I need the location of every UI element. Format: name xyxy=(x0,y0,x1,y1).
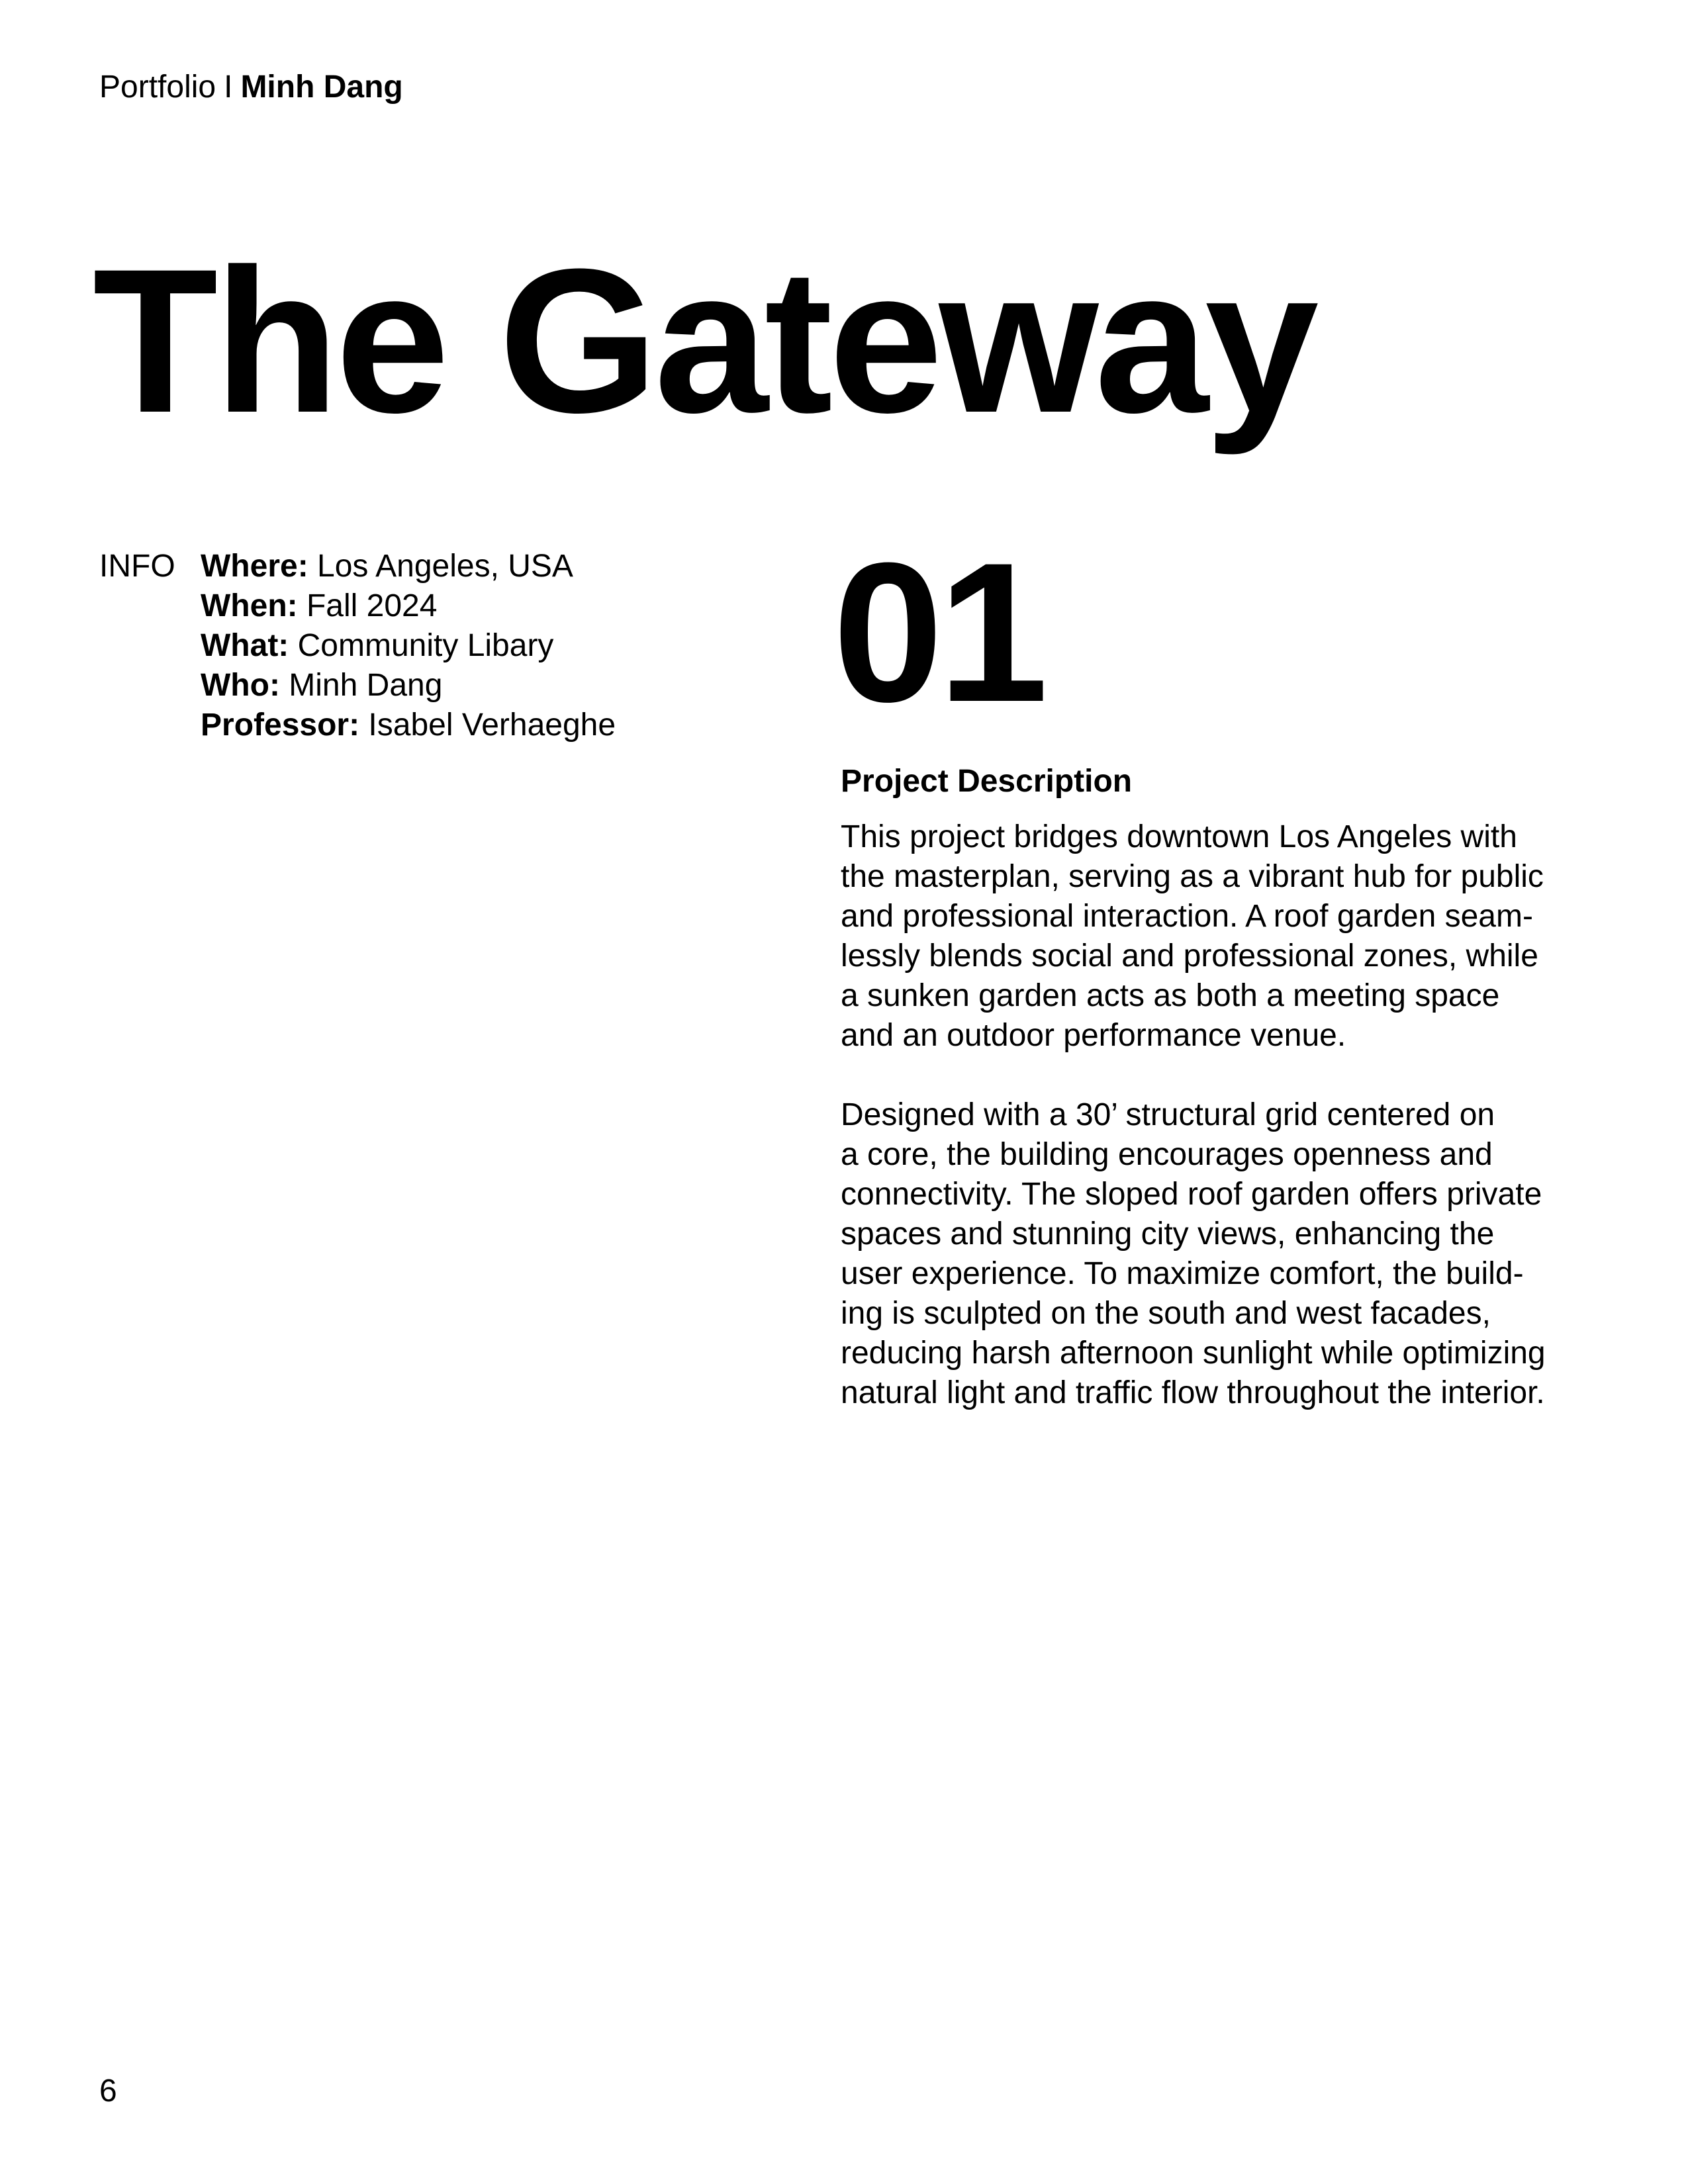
info-key: What: xyxy=(201,628,289,663)
info-item-when xyxy=(201,586,616,626)
info-key: When: xyxy=(201,588,298,623)
header-label: Portfolio xyxy=(99,69,216,105)
info-value: Los Angeles, USA xyxy=(317,549,573,584)
page-header xyxy=(99,66,403,109)
description-body xyxy=(841,817,1602,1413)
info-key: Where: xyxy=(201,549,308,584)
info-value: Fall 2024 xyxy=(306,588,438,623)
info-list xyxy=(201,547,616,745)
info-key: Professor: xyxy=(201,707,360,743)
info-value: Isabel Verhaeghe xyxy=(368,707,616,743)
info-key: Who: xyxy=(201,668,280,703)
header-author: Minh Dang xyxy=(240,69,403,105)
info-value: Minh Dang xyxy=(289,668,443,703)
info-item-who xyxy=(201,666,616,705)
page-number: 6 xyxy=(99,2073,117,2109)
header-separator: I xyxy=(224,69,233,105)
info-value: Community Libary xyxy=(297,628,554,663)
description-paragraph: This project bridges downtown Los Angeles with the masterplan, serving as a vibrant hub for public and professional interaction. A roof garden seam- lessly blends social and professional zones, while a sunken garden acts as both a meeting space and an outdoor performance venue. xyxy=(841,819,1544,1053)
info-item-where xyxy=(201,547,616,586)
info-item-professor xyxy=(201,705,616,745)
description-heading: Project Description xyxy=(841,764,1133,799)
project-title: The Gateway xyxy=(93,226,1315,455)
project-number: 01 xyxy=(833,521,1043,743)
info-item-what xyxy=(201,626,616,666)
info-label: INFO xyxy=(99,549,175,584)
description-paragraph: Designed with a 30’ structural grid centered on a core, the building encourages openness and connectivity. The sloped roof garden offers private spaces and stunning city views, enhancing the user experience. To maximize comfort, the build- ing is sculpted on the south and west facades, reducing harsh afternoon sunlight while optimizing natural light and traffic flow throughout the interior. xyxy=(841,1097,1546,1410)
